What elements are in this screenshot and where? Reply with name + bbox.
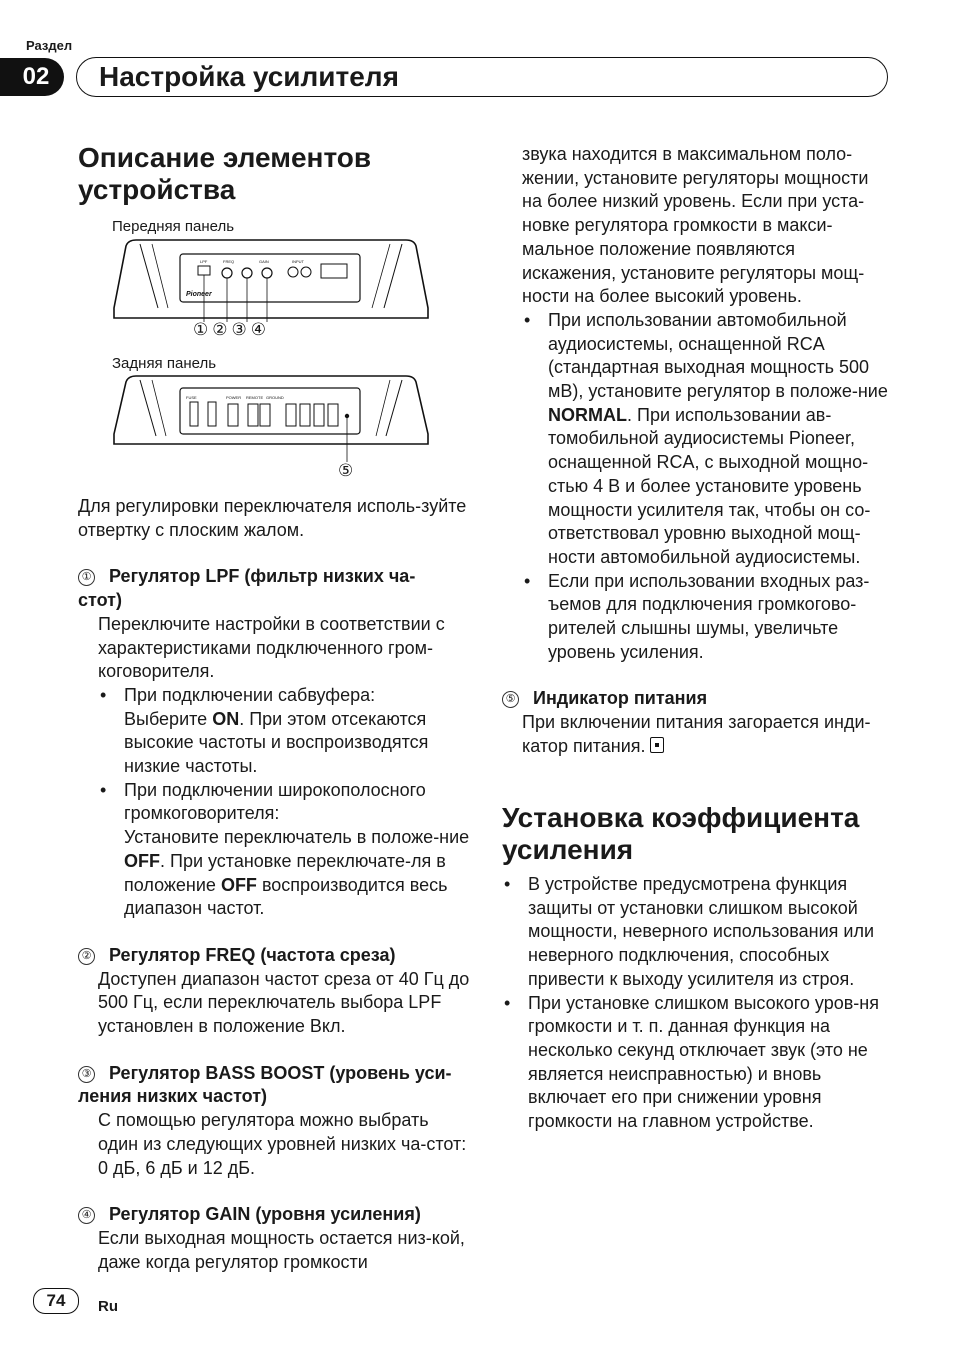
heading-line-2: устройства bbox=[78, 174, 236, 205]
front-panel-illustration bbox=[110, 236, 432, 342]
section-label: Раздел bbox=[26, 38, 73, 53]
item4-heading: ④ Регулятор GAIN (уровня усиления) bbox=[78, 1203, 470, 1227]
gain-label: GAIN bbox=[259, 259, 269, 264]
rear-panel-illustration bbox=[110, 372, 432, 464]
item2-number: ② bbox=[78, 948, 95, 965]
item5-text: При включении питания загорается инди-катор питания. bbox=[522, 712, 871, 756]
gain-bullet-2: • Если при использовании входных раз-ъемов для подключения громкогово-рителей слышны шумы, увеличьте уровень усиления. bbox=[522, 570, 892, 665]
item1-heading-b: стот) bbox=[78, 590, 122, 611]
callout-2: ② bbox=[212, 320, 232, 339]
remote-label: REMOTE bbox=[246, 395, 264, 400]
item5-heading: ⑤ Индикатор питания bbox=[502, 687, 892, 711]
item1-heading-a: Регулятор LPF (фильтр низких ча- bbox=[109, 566, 416, 587]
gain-bullet-1: • При использовании автомобильной аудиосистемы, оснащенной RCA (стандартная выходная мощность 500 мВ), установите регулятор в положе-ние NORMAL. При использовании ав-томобильной аудиосистемы Pioneer, оснащенной RCA, с выходной мощно-стью 4 В и более установите уровень мощности усилителя так, чтобы он со-ответствовал уровню выходной мощ-ности автомобильной аудиосистемы. bbox=[522, 309, 892, 570]
heading2-line-2: усиления bbox=[502, 834, 634, 865]
callout-1: ① bbox=[193, 320, 213, 339]
item2-text: Доступен диапазон частот среза от 40 Гц до 500 Гц, если переключатель выбора LPF установлен в положение Вкл. bbox=[98, 968, 470, 1037]
heading-line-1: Описание элементов bbox=[78, 142, 372, 173]
protection-bullet-2: • При установке слишком высокого уров-ня громкости и т. п. данная функция на несколько секунд отключает звук (это не является неисправностью) и вновь включает его при снижении уровня громкости на главном устройстве. bbox=[502, 992, 894, 1134]
front-callouts bbox=[193, 320, 270, 340]
chapter-title: Настройка усилителя bbox=[76, 57, 888, 97]
language-label: Ru bbox=[98, 1298, 118, 1315]
brand-logo: Pioneer bbox=[186, 291, 212, 298]
item4-text: Если выходная мощность остается низ-кой, даже когда регулятор громкости bbox=[98, 1227, 465, 1272]
right-heading bbox=[502, 802, 902, 866]
ground-label: GROUND bbox=[266, 395, 284, 400]
item2-heading: ② Регулятор FREQ (частота среза) bbox=[78, 944, 470, 968]
item1-number: ① bbox=[78, 569, 95, 586]
left-body bbox=[78, 495, 470, 1274]
rear-panel-caption: Задняя панель bbox=[112, 355, 217, 372]
item3-heading: ③ Регулятор BASS BOOST (уровень уси- ления низких частот) bbox=[78, 1062, 452, 1107]
callout-5: ⑤ bbox=[338, 461, 354, 480]
freq-label: FREQ bbox=[223, 259, 235, 264]
item5-number: ⑤ bbox=[502, 691, 519, 708]
item1-heading bbox=[78, 565, 470, 612]
section-number-badge: 02 bbox=[0, 58, 64, 96]
lpf-label: LPF bbox=[200, 259, 208, 264]
power-label: POWER bbox=[226, 395, 242, 400]
item3-text: С помощью регулятора можно выбрать один из следующих уровней низких ча-стот: 0 дБ, 6 дБ и 12 дБ. bbox=[98, 1110, 467, 1178]
right-body bbox=[505, 143, 892, 759]
item1-text: Переключите настройки в соответствии с характеристиками подключенного гром-коговорителя. bbox=[98, 613, 445, 682]
power-indicator-icon bbox=[650, 737, 664, 753]
callout-3: ③ bbox=[231, 320, 251, 339]
heading2-line-1: Установка коэффициента bbox=[502, 802, 860, 833]
item1-bullet-2: • При подключении широкополосного громкоговорителя: Установите переключатель в положе-ние OFF. При установке переключате-ля в положение OFF воспроизводится весь диапазон частот. bbox=[98, 779, 470, 921]
item4-continued: звука находится в максимальном поло-жении, установите регуляторы мощности на более низкий уровень. Если при уста-новке регулятора громкости в макси-мальное положение появляются искажения, установите регуляторы мощ-ности на более высокий уровень. bbox=[522, 144, 869, 307]
left-heading bbox=[78, 142, 478, 206]
item1-bullet-1: • При подключении сабвуфера: Выберите ON. При этом отсекаются высокие частоты и воспроизводятся низкие частоты. bbox=[98, 684, 470, 779]
intro-text: Для регулировки переключателя исполь-зуйте отвертку с плоским жалом. bbox=[78, 496, 467, 540]
gain-section-body bbox=[502, 873, 894, 1134]
protection-bullet-1: • В устройстве предусмотрена функция защиты от установки слишком высокой мощности, неверного использования или неверного подключения, способных привести к выходу усилителя из строя. bbox=[502, 873, 894, 992]
item3-number: ③ bbox=[78, 1066, 95, 1083]
item4-number: ④ bbox=[78, 1207, 95, 1224]
front-panel-caption: Передняя панель bbox=[112, 218, 235, 235]
callout-4: ④ bbox=[250, 320, 270, 339]
page-number: 74 bbox=[33, 1288, 79, 1314]
fuse-label: FUSE bbox=[186, 395, 197, 400]
input-label: INPUT bbox=[292, 259, 304, 264]
